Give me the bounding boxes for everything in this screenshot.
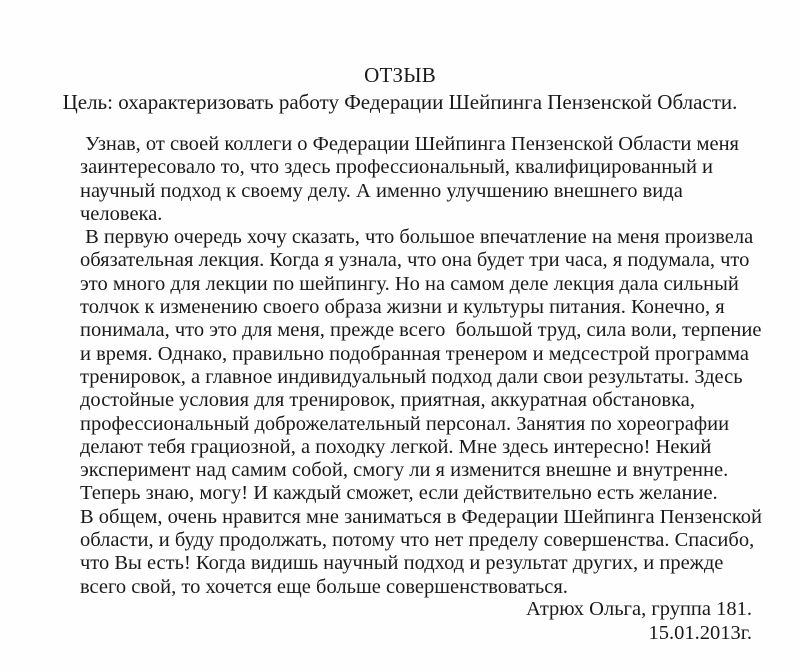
body-line: человека.: [80, 202, 163, 225]
body-line: заинтересовало то, что здесь профессиональный, квалифицированный и: [80, 156, 714, 179]
body-line: области, и буду продолжать, потому что нет пределу совершенства. Спасибо,: [80, 529, 755, 552]
body-line: понимала, что это для меня, прежде всего большой труд, сила воли, терпение: [80, 319, 762, 342]
body-line: что Вы есть! Когда видишь научный подход и результат других, и прежде: [80, 552, 724, 575]
body-line: обязательная лекция. Когда я узнала, что она будет три часа, я подумала, что: [80, 249, 750, 272]
body-line: научный подход к своему делу. А именно улучшению внешнего вида: [80, 179, 683, 202]
signature-date: 15.01.2013г.: [648, 622, 752, 644]
body-line: Теперь знаю, могу! И каждый сможет, если действительно есть желание.: [80, 482, 718, 505]
signature-author: Атрюх Ольга, группа 181.: [526, 598, 752, 620]
body-line: В первую очередь хочу сказать, что большое впечатление на меня произвела: [80, 226, 754, 249]
body-line: Узнав, от своей коллеги о Федерации Шейпинга Пензенской Области меня: [80, 133, 739, 155]
body-line: тренировок, а главное индивидуальный подход дали свои результаты. Здесь: [80, 365, 743, 388]
body-line: достойные условия для тренировок, приятная, аккуратная обстановка,: [80, 389, 695, 412]
body-line: делают тебя грациозной, а походку легкой. Мне здесь интересно! Некий: [80, 435, 712, 458]
body-line: и время. Однако, правильно подобранная тренером и медсестрой программа: [80, 342, 749, 365]
body-line: это много для лекции по шейпингу. Но на самом деле лекция дала сильный: [80, 272, 739, 295]
body-line: эксперимент над самим собой, смогу ли я изменится внешне и внутренне.: [80, 459, 729, 482]
body-line: толчок к изменению своего образа жизни и культуры питания. Конечно, я: [80, 296, 725, 319]
body-line: В общем, очень нравится мне заниматься в Федерации Шейпинга Пензенской: [80, 505, 762, 528]
document-goal: Цель: охарактеризовать работу Федерации Шейпинга Пензенской Области.: [62, 90, 738, 114]
signature-block: [526, 597, 752, 645]
document-title: ОТЗЫВ: [364, 63, 436, 87]
review-body: [80, 133, 780, 599]
body-line: профессиональный доброжелательный персонал. Занятия по хореографии: [80, 412, 730, 435]
body-line: всего свой, то хочется еще больше совершенствоваться.: [80, 575, 568, 598]
